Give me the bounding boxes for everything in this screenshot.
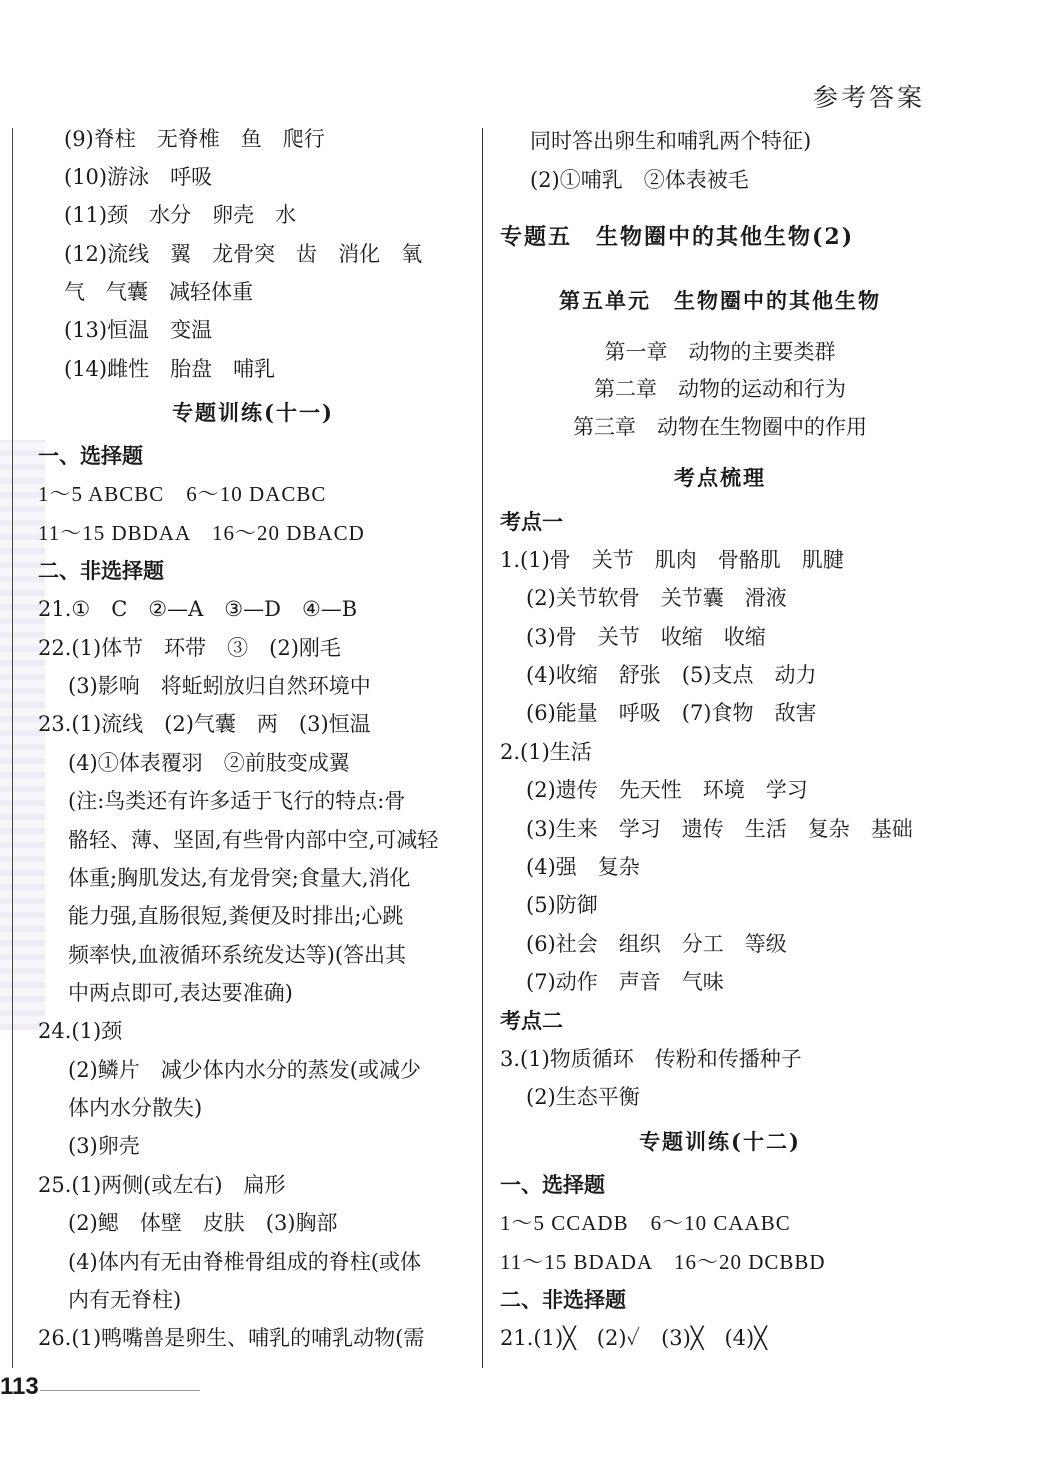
left-answer-line: 26.(1)鸭嘴兽是卵生、哺乳的哺乳动物(需 bbox=[38, 1326, 425, 1350]
right-answer-line: (3)骨 关节 收缩 收缩 bbox=[526, 625, 766, 649]
left-answer-line: 骼轻、薄、坚固,有些骨内部中空,可减轻 bbox=[68, 828, 439, 852]
left-answer-line: 内有无脊柱) bbox=[68, 1288, 182, 1312]
right-answer-line: 3.(1)物质循环 传粉和传播种子 bbox=[500, 1047, 802, 1071]
left-answer-line: (3)影响 将蚯蚓放归自然环境中 bbox=[68, 674, 371, 698]
right-answer-line: 第一章 动物的主要类群 bbox=[604, 340, 836, 364]
left-answer-line: 23.(1)流线 (2)气囊 两 (3)恒温 bbox=[38, 712, 371, 736]
left-answer-line: (12)流线 翼 龙骨突 齿 消化 氧 bbox=[64, 242, 423, 266]
left-answer-line: (13)恒温 变温 bbox=[64, 318, 213, 342]
left-answer-line: 二、非选择题 bbox=[38, 558, 164, 583]
left-answer-line: 25.(1)两侧(或左右) 扁形 bbox=[38, 1173, 286, 1197]
right-answer-line: 考点梳理 bbox=[674, 465, 766, 490]
right-answer-line: 考点二 bbox=[500, 1008, 563, 1033]
left-answer-line: (14)雌性 胎盘 哺乳 bbox=[64, 357, 276, 381]
left-answer-line: 体重;胸肌发达,有龙骨突;食量大,消化 bbox=[68, 866, 411, 890]
left-answer-line: (注:鸟类还有许多适于飞行的特点:骨 bbox=[68, 789, 406, 813]
right-answer-line: 第五单元 生物圈中的其他生物 bbox=[559, 288, 881, 313]
right-answer-line: 1～5 CCADB 6～10 CAABC bbox=[500, 1211, 791, 1235]
left-answer-line: (10)游泳 呼吸 bbox=[64, 165, 213, 189]
page-header-label: 参考答案 bbox=[812, 83, 925, 112]
right-answer-line: (6)能量 呼吸 (7)食物 敌害 bbox=[526, 701, 817, 725]
right-answer-line: (2)①哺乳 ②体表被毛 bbox=[530, 168, 749, 192]
left-answer-line: (9)脊柱 无脊椎 鱼 爬行 bbox=[64, 127, 325, 151]
right-answer-line: (6)社会 组织 分工 等级 bbox=[526, 932, 787, 956]
left-answer-line: (4)①体表覆羽 ②前肢变成翼 bbox=[68, 751, 350, 775]
left-answer-line: 一、选择题 bbox=[38, 443, 143, 468]
right-answer-line: 11～15 BDADA 16～20 DCBBD bbox=[500, 1250, 826, 1274]
page-number: 113 bbox=[0, 1373, 39, 1400]
left-answer-line: 气 气囊 减轻体重 bbox=[64, 280, 253, 304]
right-answer-line: (4)强 复杂 bbox=[526, 855, 640, 879]
left-answer-line: 频率快,血液循环系统发达等)(答出其 bbox=[68, 943, 407, 967]
left-answer-line: 1～5 ABCBC 6～10 DACBC bbox=[38, 482, 327, 506]
left-answer-line: 中两点即可,表达要准确) bbox=[68, 981, 293, 1005]
left-answer-line: 24.(1)颈 bbox=[38, 1019, 123, 1043]
right-answer-line: 21.(1)╳ (2)✓ (3)╳ (4)╳ bbox=[500, 1326, 767, 1350]
left-answer-line: (11)颈 水分 卵壳 水 bbox=[64, 203, 297, 227]
right-answer-line: 专题五 生物圈中的其他生物(2) bbox=[500, 224, 855, 250]
right-answer-line: 专题训练(十二) bbox=[639, 1129, 801, 1154]
left-answer-line: 22.(1)体节 环带 ③ (2)刚毛 bbox=[38, 636, 341, 660]
right-answer-line: (2)关节软骨 关节囊 滑液 bbox=[526, 586, 787, 610]
left-answer-line: (2)鳞片 减少体内水分的蒸发(或减少 bbox=[68, 1058, 421, 1082]
footer-rule bbox=[40, 1390, 200, 1391]
right-answer-line: (3)生来 学习 遗传 生活 复杂 基础 bbox=[526, 817, 913, 841]
left-answer-line: 专题训练(十一) bbox=[172, 400, 334, 425]
right-answer-line: 同时答出卵生和哺乳两个特征) bbox=[530, 129, 812, 153]
right-answer-line: 考点一 bbox=[500, 509, 563, 534]
left-answer-line: 能力强,直肠很短,粪便及时排出;心跳 bbox=[68, 904, 404, 928]
right-answer-line: 第三章 动物在生物圈中的作用 bbox=[573, 415, 867, 439]
right-answer-line: (2)生态平衡 bbox=[526, 1085, 640, 1109]
left-margin-rule bbox=[12, 128, 13, 1368]
column-divider bbox=[482, 128, 483, 1368]
right-answer-line: (2)遗传 先天性 环境 学习 bbox=[526, 778, 808, 802]
left-answer-line: (4)体内有无由脊椎骨组成的脊柱(或体 bbox=[68, 1250, 421, 1274]
left-answer-line: (2)鳃 体壁 皮肤 (3)胸部 bbox=[68, 1211, 338, 1235]
left-answer-line: 11～15 DBDAA 16～20 DBACD bbox=[38, 521, 365, 545]
right-answer-line: (7)动作 声音 气味 bbox=[526, 970, 724, 994]
left-answer-line: 21.① C ②—A ③—D ④—B bbox=[38, 597, 358, 621]
right-answer-line: 2.(1)生活 bbox=[500, 740, 592, 764]
right-answer-line: 1.(1)骨 关节 肌肉 骨骼肌 肌腱 bbox=[500, 548, 844, 572]
right-answer-line: (5)防御 bbox=[526, 893, 598, 917]
left-answer-line: 体内水分散失) bbox=[68, 1096, 203, 1120]
left-answer-line: (3)卵壳 bbox=[68, 1134, 140, 1158]
right-answer-line: 第二章 动物的运动和行为 bbox=[594, 377, 846, 401]
right-answer-line: 一、选择题 bbox=[500, 1172, 605, 1197]
right-answer-line: (4)收缩 舒张 (5)支点 动力 bbox=[526, 663, 817, 687]
right-answer-line: 二、非选择题 bbox=[500, 1287, 626, 1312]
